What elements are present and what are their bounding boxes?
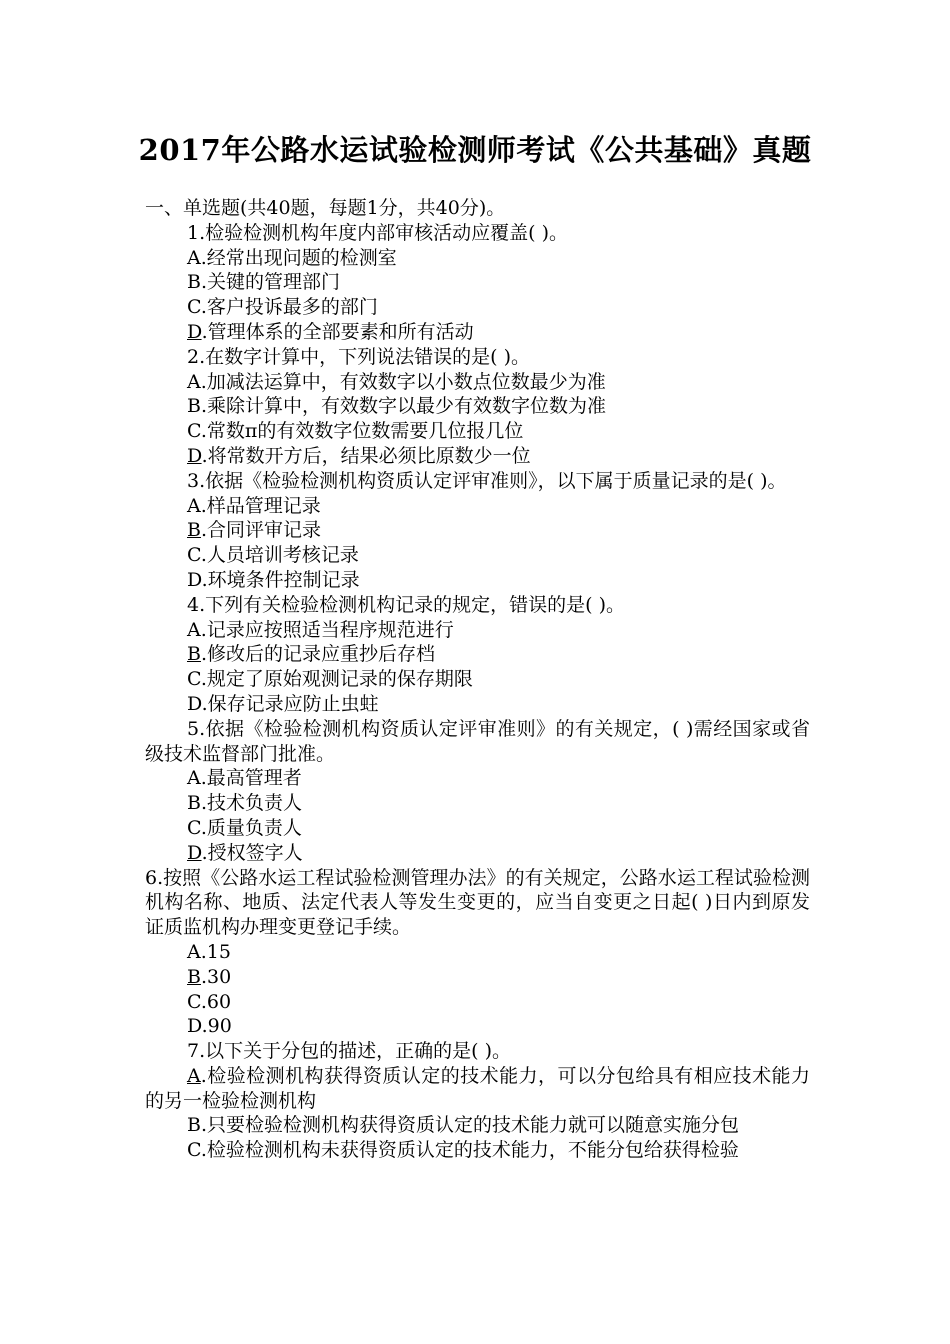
question-stem: 4.下列有关检验检测机构记录的规定，错误的是( )。 [187,593,625,616]
option-text: .记录应按照适当程序规范进行 [200,618,454,641]
option [145,965,810,990]
option [145,1064,810,1114]
option-letter: C [187,420,201,443]
option-letter: A [187,940,201,963]
document-body [145,196,810,1163]
option-text: .环境条件控制记录 [201,568,360,591]
option-text: .15 [200,940,231,963]
option-text: .90 [201,1015,232,1038]
option [145,642,810,667]
option-letter: A [187,767,201,790]
option [145,1014,810,1039]
option [145,940,810,965]
option-text: .60 [200,990,232,1013]
option-letter: A [187,494,201,517]
option [145,667,810,692]
option-letter: D [187,1015,202,1038]
option-text: .质量负责人 [200,816,302,839]
option-letter: B [187,395,201,418]
option-letter-marked: A [187,1064,201,1087]
option-letter-marked: B [187,519,201,542]
option [145,990,810,1015]
option-letter: C [187,668,201,691]
option-letter: C [187,990,201,1013]
option-text: .授权签字人 [201,841,303,864]
question-stem: 3.依据《检验检测机构资质认定评审准则》，以下属于质量记录的是( )。 [187,469,787,492]
question-stem: 1.检验检测机构年度内部审核活动应覆盖( )。 [187,221,568,244]
option [145,394,810,419]
option-text: .样品管理记录 [200,494,321,517]
option-letter: A [187,618,201,641]
option [145,370,810,395]
option-letter: C [187,1139,201,1162]
option [145,1113,810,1138]
option [145,816,810,841]
option [145,618,810,643]
option-text: .合同评审记录 [200,519,322,542]
option-letter: B [187,1114,201,1137]
option-text: .规定了原始观测记录的保存期限 [200,668,473,691]
option [145,270,810,295]
option [145,766,810,791]
option-text: .技术负责人 [200,792,303,815]
option-text: .最高管理者 [200,767,302,790]
option [145,568,810,593]
option-text: .只要检验检测机构获得资质认定的技术能力就可以随意实施分包 [200,1114,740,1137]
option-letter: A [187,370,201,393]
option-letter: C [187,296,201,319]
section-heading: 一、单选题(共40题，每题1分，共40分)。 [145,197,506,219]
option [145,1138,810,1163]
option-text: .保存记录应防止虫蛀 [201,692,379,715]
option [145,320,810,345]
option-letter-marked: D [187,841,202,864]
option-letter-marked: D [187,444,202,467]
question-stem: 2.在数字计算中，下列说法错误的是( )。 [187,345,530,368]
option [145,494,810,519]
option-text: .关键的管理部门 [200,271,341,294]
option [145,543,810,568]
option-letter-marked: D [187,320,202,343]
option-text: .30 [200,965,232,988]
option-text: .将常数开方后，结果必须比原数少一位 [201,444,531,467]
option-letter-marked: B [187,643,201,666]
option-letter: C [187,544,201,567]
option [145,791,810,816]
option-letter: A [187,246,201,269]
option [145,841,810,866]
option-letter: B [187,271,201,294]
option-text: .检验检测机构未获得资质认定的技术能力，不能分包给获得检验 [200,1139,739,1162]
option-text: .乘除计算中，有效数字以最少有效数字位数为准 [200,395,607,418]
option [145,295,810,320]
question-stem: 6.按照《公路水运工程试验检测管理办法》的有关规定，公路水运工程试验检测机构名称、地质、法定代表人等发生变更的，应当自变更之日起( )日内到原发证质监机构办理变更登记手续。 [145,866,810,939]
option-letter-marked: B [187,965,201,988]
option-text: .修改后的记录应重抄后存档 [200,643,436,666]
option [145,518,810,543]
option-text: .检验检测机构获得资质认定的技术能力，可以分包给具有相应技术能力的另一检验检测机构 [145,1064,810,1112]
document-title: 2017年公路水运试验检测师考试《公共基础》真题 [138,133,812,167]
question-stem: 5.依据《检验检测机构资质认定评审准则》的有关规定，( )需经国家或省级技术监督部门批准。 [145,717,810,765]
option [145,246,810,271]
option [145,444,810,469]
option [145,692,810,717]
option-letter: D [187,692,202,715]
option-letter: C [187,816,201,839]
option-text: .人员培训考核记录 [200,544,359,567]
option-text: .加减法运算中，有效数字以小数点位数最少为准 [200,370,606,393]
option-letter: D [187,568,202,591]
option-text: .常数π的有效数字位数需要几位报几位 [200,420,524,443]
option-text: .经常出现问题的检测室 [200,246,397,269]
option-letter: B [187,792,201,815]
option [145,419,810,444]
option-text: .客户投诉最多的部门 [200,296,378,319]
question-stem: 7.以下关于分包的描述，正确的是( )。 [187,1040,511,1063]
option-text: .管理体系的全部要素和所有活动 [201,320,474,343]
